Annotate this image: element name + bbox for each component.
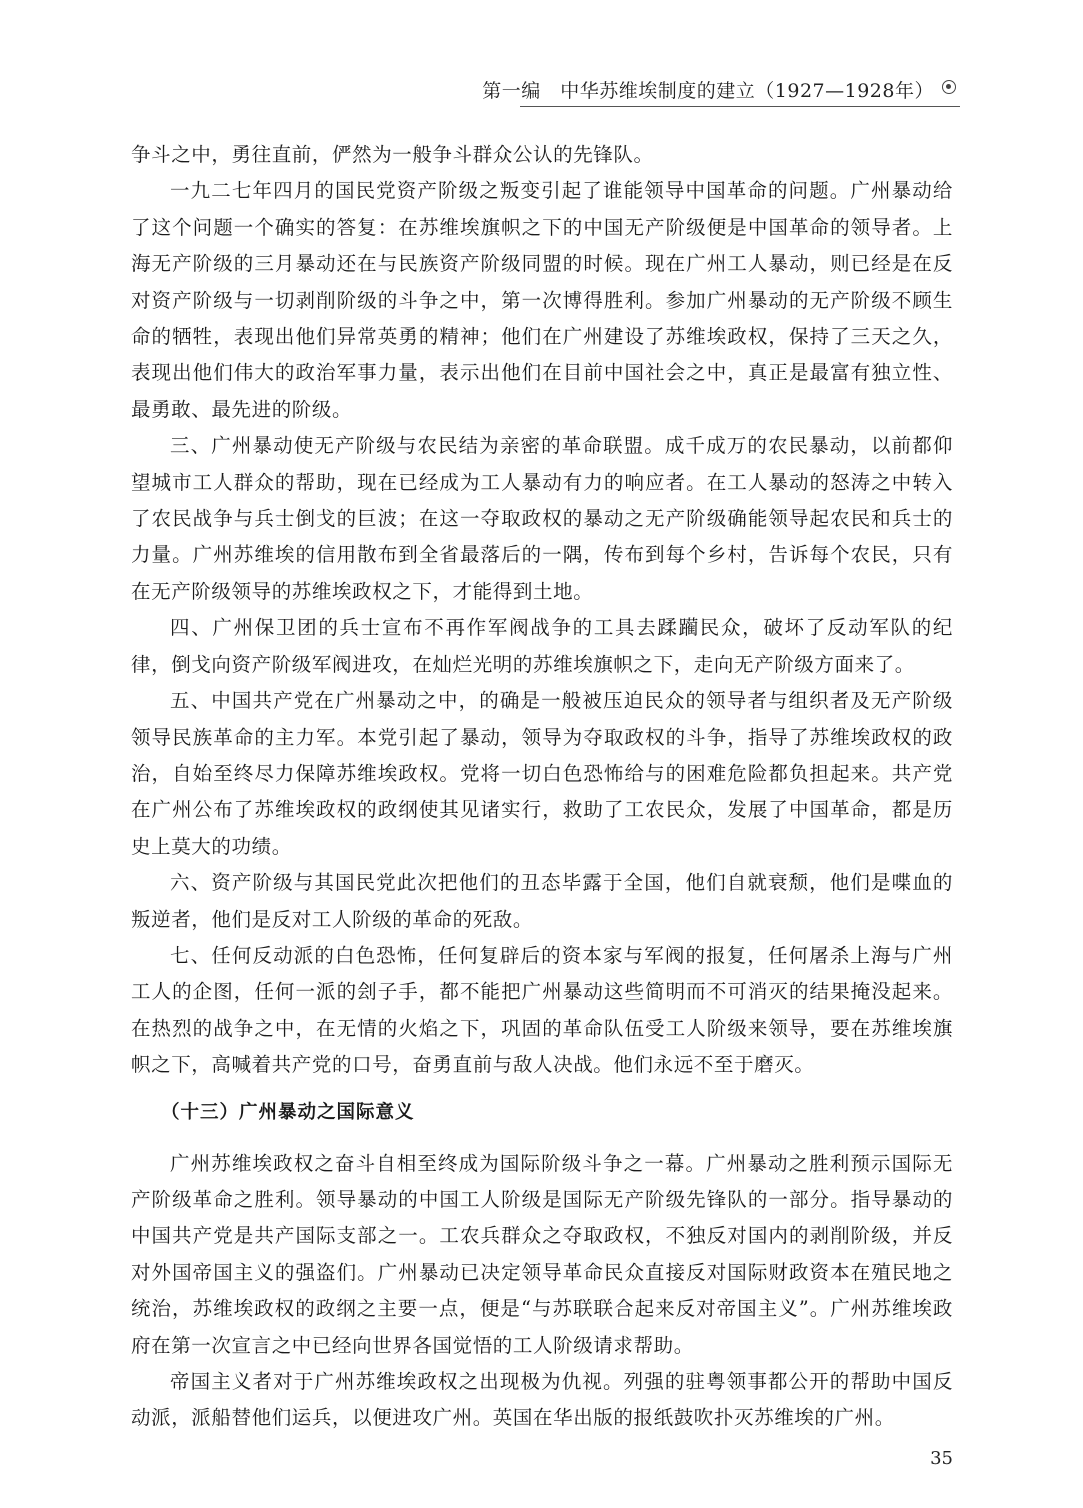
running-header [482, 74, 960, 107]
paragraph: 四、广州保卫团的兵士宣布不再作军阀战争的工具去蹂躏民众，破坏了反动军队的纪律，倒戈向资产阶级军阀进攻，在灿烂光明的苏维埃旗帜之下，走向无产阶级方面来了。 [131, 616, 953, 676]
paragraph: 七、任何反动派的白色恐怖，任何复辟后的资本家与军阀的报复，任何屠杀上海与广州工人的企图，任何一派的刽子手，都不能把广州暴动这些简明而不可消灭的结果掩没起来。在热烈的战争之中，在无情的火焰之下，巩固的革命队伍受工人阶级来领导，要在苏维埃旗帜之下，高喊着共产党的口号，奋勇直前与敌人决战。他们永远不至于磨灭。 [131, 943, 953, 1077]
paragraph-continuation: 争斗之中，勇往直前，俨然为一般争斗群众公认的先锋队。 [131, 143, 654, 166]
paragraph: 五、中国共产党在广州暴动之中，的确是一般被压迫民众的领导者与组织者及无产阶级领导民族革命的主力军。本党引起了暴动，领导为夺取政权的斗争，指导了苏维埃政权的政治，自始至终尽力保障苏维埃政权。党将一切白色恐怖给与的困难危险都负担起来。共产党在广州公布了苏维埃政权的政纲使其见诸实行，救助了工农民众，发展了中国革命，都是历史上莫大的功绩。 [131, 689, 953, 858]
paragraph: 一九二七年四月的国民党资产阶级之叛变引起了谁能领导中国革命的问题。广州暴动给了这个问题一个确实的答复：在苏维埃旗帜之下的中国无产阶级便是中国革命的领导者。上海无产阶级的三月暴动还在与民族资产阶级同盟的时候。现在广州工人暴动，则已经是在反对资产阶级与一切剥削阶级的斗争之中，第一次博得胜利。参加广州暴动的无产阶级不顾生命的牺牲，表现出他们异常英勇的精神；他们在广州建设了苏维埃政权，保持了三天之久，表现出他们伟大的政治军事力量，表示出他们在目前中国社会之中，真正是最富有独立性、最勇敢、最先进的阶级。 [131, 179, 953, 421]
running-header-title: 第一编 中华苏维埃制度的建立（1927—1928年） [482, 80, 934, 102]
paragraph: 三、广州暴动使无产阶级与农民结为亲密的革命联盟。成千成万的农民暴动，以前都仰望城市工人群众的帮助，现在已经成为工人暴动有力的响应者。在工人暴动的怒涛之中转入了农民战争与兵士倒戈的巨波；在这一夺取政权的暴动之无产阶级确能领导起农民和兵士的力量。广州苏维埃的信用散布到全省最落后的一隅，传布到每个乡村，告诉每个农民，只有在无产阶级领导的苏维埃政权之下，才能得到土地。 [131, 434, 953, 603]
paragraph: 帝国主义者对于广州苏维埃政权之出现极为仇视。列强的驻粤领事都公开的帮助中国反动派，派船替他们运兵，以便进攻广州。英国在华出版的报纸鼓吹扑灭苏维埃的广州。 [131, 1370, 953, 1430]
paragraph: 六、资产阶级与其国民党此次把他们的丑态毕露于全国，他们自就衰颓，他们是喋血的叛逆者，他们是反对工人阶级的革命的死敌。 [131, 871, 953, 931]
circle-dot-icon [942, 80, 956, 94]
paragraph: 广州苏维埃政权之奋斗自相至终成为国际阶级斗争之一幕。广州暴动之胜利预示国际无产阶级革命之胜利。领导暴动的中国工人阶级是国际无产阶级先锋队的一部分。指导暴动的中国共产党是共产国际支部之一。工农兵群众之夺取政权，不独反对国内的剥削阶级，并反对外国帝国主义的强盗们。广州暴动已决定领导革命民众直接反对国际财政资本在殖民地之统治，苏维埃政权的政纲之主要一点，便是“与苏联联合起来反对帝国主义”。广州苏维埃政府在第一次宣言之中已经向世界各国觉悟的工人阶级请求帮助。 [131, 1151, 953, 1357]
page-body [131, 137, 953, 1437]
page-number: 35 [930, 1448, 953, 1469]
section-heading: （十三）广州暴动之国际意义 [161, 1101, 415, 1123]
